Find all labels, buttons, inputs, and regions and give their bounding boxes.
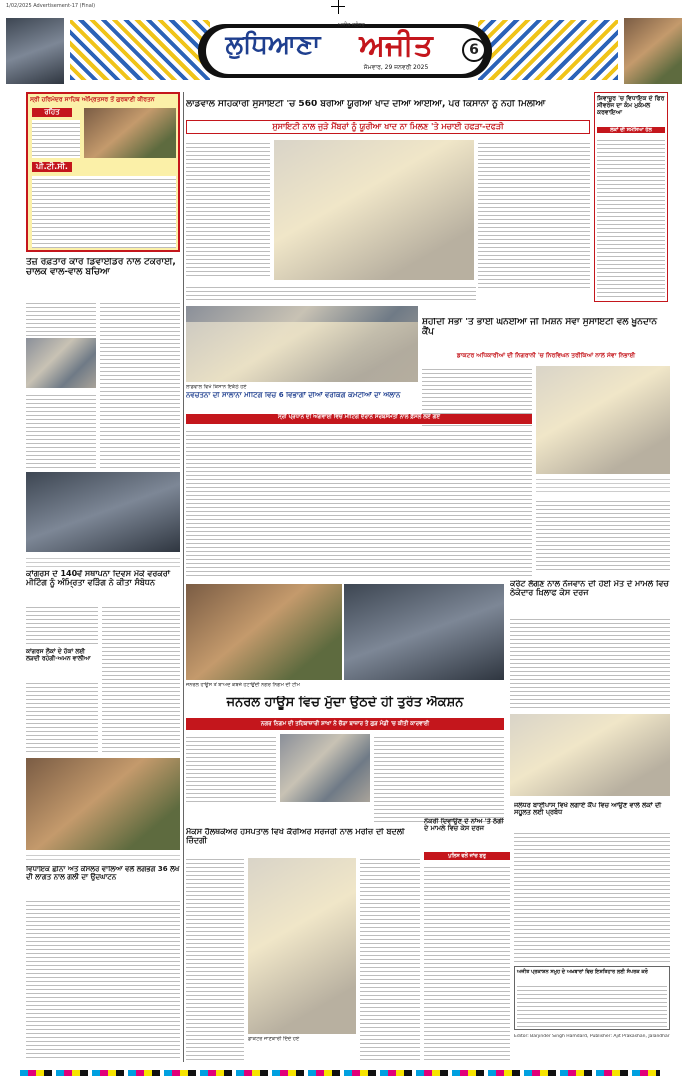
crop-mark-icon: [338, 0, 339, 14]
inauguration-headline: ਵਿਧਾਇਕ ਛੀਨਾ ਅਤੇ ਕੌਂਸਲਰ ਵਾਲਿਆ ਵਲੋਂ ਲਗਭਗ 36 ਲੱਖ ਦੀ ਲਾਗਤ ਨਾਲ ਗਲੀ ਦਾ ਉਦਘਾਟਨ: [26, 866, 180, 881]
masthead-pattern: [70, 20, 210, 80]
action-text-b: [374, 734, 504, 824]
page-number: 6: [462, 38, 486, 62]
masthead-statue-image: [6, 18, 64, 84]
market-caption: ਜਨਰਲ ਹਾਊਸ ਤੋਂ ਬਾਅਦ ਕਬਜ਼ੇ ਹਟਾਉਂਦੀ ਨਗਰ ਨਿਗਮ ਦੀ ਟੀਮ: [186, 682, 300, 688]
right-box-headline: ਸ਼ਿਵਾਜ਼ੂਰ 'ਚ ਵਿਧਾਇਕ ਦੇ ਫਿਰ ਸੀਵਰੇਜ ਦਾ ਕੰਮ ਮੁਕੰਮਲ ਕਰਵਾਇਆ: [597, 95, 665, 117]
lead-text-col1: [186, 140, 270, 276]
lead-subhead: ਸੁਸਾਇਟੀ ਨਾਲ ਜੁੜੇ ਮੈਂਬਰਾਂ ਨੂੰ ਯੂਰੀਆ ਖਾਦ ਨਾ ਮਿਲਣ 'ਤੇ ਮਚਾਈ ਹਫੜਾ-ਦਫੜੀ: [186, 120, 590, 134]
masthead: [0, 14, 687, 90]
blood-camp-image: [536, 366, 670, 474]
car-crash-headline: ਤੇਜ਼ ਰਫ਼ਤਾਰ ਕਾਰ ਡਿਵਾਈਡਰ ਨਾਲ ਟਕਰਾਈ, ਚਾਲਕ ਵਾਲ-ਵਾਲ ਬਚਿਆ: [26, 258, 176, 277]
ad-tag: ਰਹਿਤ: [32, 108, 72, 117]
handover-image: [510, 714, 670, 796]
inauguration-caption: [26, 852, 180, 862]
masthead-pattern-right: [478, 20, 618, 80]
doctors-caption: ਡਾਕਟਰ ਜਾਣਕਾਰੀ ਦਿੰਦੇ ਹੋਏ: [248, 1036, 300, 1042]
masthead-title-right: ਅਜੀਤ: [359, 28, 433, 63]
lead-text-col2: [478, 140, 590, 290]
market-image-2: [344, 584, 504, 680]
electrocution-headline: ਕਰੰਟ ਲੱਗਣ ਨਾਲ ਨੌਜਵਾਨ ਦੀ ਹੋਈ ਮੌਤ ਦੇ ਮਾਮਲੇ ਵਿਚ ਠੇਕੇਦਾਰ ਖ਼ਿਲਾਫ ਕੇਸ ਦਰਜ: [510, 580, 669, 597]
congress-headline: ਕਾਂਗਰਸ ਦੇ 140ਵੇਂ ਸਥਾਪਨਾ ਦਿਵਸ ਮੌਕੇ ਵਰਕਰਾਂ ਮੀਟਿੰਗ ਨੂੰ ਅੰਮ੍ਰਿਤਾ ਵੜਿੰਗ ਨੇ ਕੀਤਾ ਸੰਬੋਧਨ: [26, 570, 171, 587]
print-slug: 1/02/2025 Advertisement-17 (Final): [6, 3, 96, 9]
car-crash-text-b: [100, 300, 180, 470]
right-box-tag: ਲੋਕਾਂ ਦੀ ਸਮੱਸਿਆ ਹੱਲ: [597, 127, 665, 133]
blood-camp-subhead: ਡਾਕਟਰ ਅਧਿਕਾਰੀਆਂ ਦੀ ਨਿਗਰਾਨੀ 'ਚ ਨਿਰਵਿਘਨ ਤਰੀਕਿਆਂ ਨਾਲ ਸੇਵਾ ਨਿਭਾਈ: [456, 352, 636, 359]
inauguration-text: [26, 898, 180, 1060]
ad-label: ਪੀ.ਟੀ.ਸੀ.: [32, 162, 72, 172]
masthead-small-label: ਅਜੀਤ ਜਲੰਧਰ: [338, 22, 365, 28]
column-rule: [183, 92, 184, 1062]
hospital-text-b: [360, 856, 420, 1062]
inauguration-image: [26, 758, 180, 850]
lead-photo: [274, 140, 474, 280]
center-group-image-2: [186, 322, 418, 382]
footer-notice: ਅਜੀਤ ਪ੍ਰਕਾਸ਼ਨ ਸਮੂਹ ਦੇ ਅਖ਼ਬਾਰਾਂ ਵਿਚ ਇਸ਼ਤਿਹਾਰ ਲਈ ਸੰਪਰਕ ਕਰੋ: [517, 969, 648, 975]
crop-mark-icon: [331, 6, 345, 7]
blood-camp-caption: [536, 476, 670, 494]
action-image: [280, 734, 370, 802]
congress-text-b: [102, 604, 180, 752]
lead-text-bottom: [186, 284, 476, 302]
fraud-tag: ਪੁਲਿਸ ਵਲੋਂ ਜਾਂਚ ਸ਼ੁਰੂ: [424, 852, 510, 860]
camp-headline: ਜਲੰਧਰ ਬਾਈਪਾਸ ਵਿਖੇ ਲਗਾਏ ਕੈਂਪ ਵਿਚ ਆਉਣ ਵਾਲੇ ਲੋਕਾਂ ਦੀ ਸਹੂਲਤ ਲਈ ਪ੍ਰਬੰਧ: [514, 802, 662, 817]
right-box: [594, 92, 668, 302]
car-crash-image: [26, 338, 96, 388]
blood-camp-text-b: [536, 498, 670, 570]
ad-title: ਸ੍ਰੀ ਹਰਿਮੰਦਰ ਸਾਹਿਬ ਅੰਮ੍ਰਿਤਸਰ ਤੋਂ ਗੁਰਬਾਣੀ ਕੀਰਤਨ: [30, 96, 155, 103]
fraud-headline: ਨੌਕਰੀ ਦਿਵਾਉਣ ਦੇ ਨਾਂਅ 'ਤੇ ਠੱਗੀ ਦੇ ਮਾਮਲੇ ਵਿਚ ਕੇਸ ਦਰਜ: [424, 818, 504, 833]
congress-meeting-image: [26, 472, 180, 552]
masthead-title-left: ਲੁਧਿਆਣਾ: [225, 30, 321, 60]
congress-subhead: ਕਾਂਗਰਸ ਲੋਕਾਂ ਦੇ ਹੱਕਾਂ ਲਈ ਲੜਦੀ ਰਹੇਗੀ-ਅਮਨ ਵਾਲੀਆ: [26, 648, 91, 663]
right-box-text: [597, 137, 665, 297]
camp-text: [514, 830, 670, 962]
market-image-1: [186, 584, 342, 680]
meeting-headline: ਨਵਚੇਤਨਾ ਦੀ ਸਾਲਾਨਾ ਮੀਟਿੰਗ ਵਿਚ 6 ਵਿਭਾਗਾਂ ਦੀਆਂ ਵਰਕਿੰਗ ਕਮੇਟੀਆਂ ਦਾ ਐਲਾਨ: [186, 392, 401, 399]
electrocution-text: [510, 616, 670, 710]
footer-imprint: Editor: Barjinder Singh Hamdard, Publisher: Ajit Prakashan, Jalandhar: [514, 1034, 670, 1039]
golden-temple-image: [84, 108, 176, 158]
hospital-headline: ਮੈਕਸ ਹੈਲਥਕੇਅਰ ਹਸਪਤਾਲ ਵਿਖੇ ਕੈਰੀਅਰ ਸਰਜਰੀ ਨਾਲ ਮਰੀਜ਼ ਦੀ ਬਦਲੀ ਜ਼ਿੰਦਗੀ: [186, 828, 405, 845]
lead-headline: ਲਾਡੋਵਾਲ ਸਹਿਕਾਰੀ ਸੁਸਾਇਟੀ 'ਚ 560 ਬੋਰੀਆਂ ਯੂਰੀਆ ਖਾਦ ਦੀਆਂ ਆਈਆਂ, ਪਰ ਕਿਸਾਨਾਂ ਨੂੰ ਨਹੀਂ ਮਿਲੀਆਂ: [186, 100, 546, 109]
action-subhead: ਨਗਰ ਨਿਗਮ ਦੀ ਤਹਿਬਾਜ਼ਾਰੀ ਸ਼ਾਖਾ ਨੇ ਚੌੜਾ ਬਾਜ਼ਾਰ ਤੇ ਗੁੜ ਮੰਡੀ 'ਚ ਕੀਤੀ ਕਾਰਵਾਈ: [186, 718, 504, 730]
footer-notice-box: [514, 966, 670, 1030]
congress-text-a: [26, 604, 98, 644]
meeting-text: [186, 428, 532, 578]
footer-notice-text: [517, 983, 667, 1027]
action-text-a: [186, 734, 276, 802]
blood-camp-headline: ਸ਼ਹੀਦੀ ਸਭਾ 'ਤੇ ਭਾਈ ਘਨੱਈਆ ਜੀ ਮਿਸ਼ਨ ਸੇਵਾ ਸੁਸਾਇਟੀ ਵਲੋਂ ਖ਼ੂਨਦਾਨ ਕੈਂਪ: [422, 318, 658, 337]
ad-body: [32, 176, 176, 248]
hospital-text-a: [186, 856, 244, 1062]
meeting-subhead: ਸ੍ਰੀ ਪ੍ਰਧਾਨ ਦੀ ਅਗਵਾਈ ਵਿਚ ਮੀਟਿੰਗ ਦੌਰਾਨ ਸਰਬਸੰਮਤੀ ਨਾਲ ਫ਼ੈਸਲੇ ਲਏ ਗਏ: [186, 414, 532, 424]
ad-box: [26, 92, 180, 252]
ad-text: [32, 120, 80, 158]
masthead-clocktower-image: [624, 18, 682, 84]
congress-caption: [26, 555, 180, 567]
registration-bar: [20, 1070, 660, 1076]
masthead-date: ਸੋਮਵਾਰ, 29 ਜਨਵਰੀ 2025: [363, 64, 429, 71]
congress-text-c: [26, 680, 98, 752]
car-crash-text-a: [26, 300, 96, 336]
fraud-text: [424, 864, 510, 1062]
car-crash-text-c: [26, 392, 96, 470]
doctors-image: [248, 858, 356, 1034]
center-group-caption: ਲਾਡੋਵਾਲ ਵਿਖੇ ਕਿਸਾਨ ਇਕੱਠੇ ਹੋਏ: [186, 384, 247, 390]
action-headline: ਜਨਰਲ ਹਾਊਸ ਵਿਚ ਮੁੱਦਾ ਉਠਦੇ ਹੀ ਤੁਰੰਤ ਐਕਸ਼ਨ: [226, 696, 464, 710]
